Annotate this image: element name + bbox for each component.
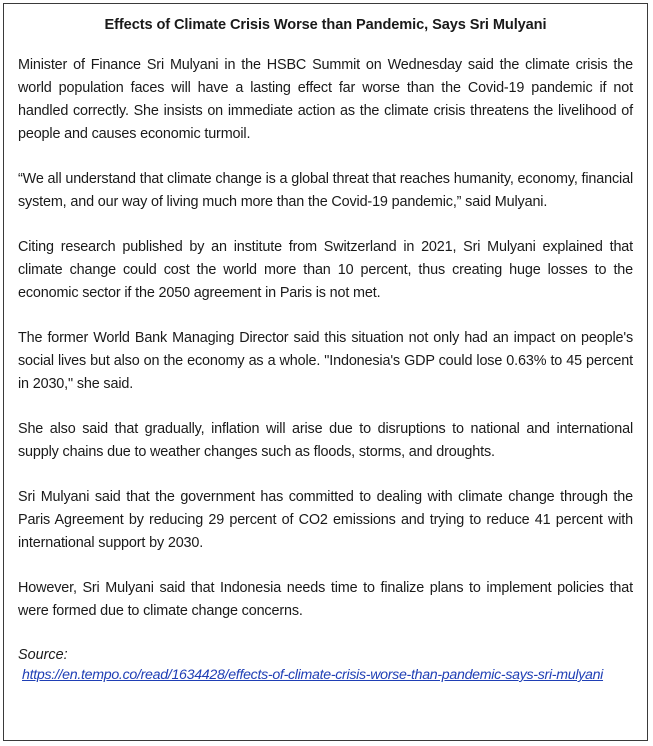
article-box — [3, 3, 648, 741]
source-link[interactable]: https://en.tempo.co/read/1634428/effects-of-climate-crisis-worse-than-pandemic-says-sri-mulyani — [22, 667, 604, 683]
source-block — [18, 645, 633, 685]
paragraph-2: “We all understand that climate change is a global threat that reaches humanity, economy, financial system, and our way of living much more than the Covid-19 pandemic,” said Mulyani. — [18, 171, 633, 210]
paragraph-6: Sri Mulyani said that the government has committed to dealing with climate change through the Paris Agreement by reducing 29 percent of CO2 emissions and trying to reduce 41 percent with international support by 2030. — [18, 489, 633, 551]
paragraph-5: She also said that gradually, inflation will arise due to disruptions to national and international supply chains due to weather changes such as floods, storms, and droughts. — [18, 421, 633, 460]
article-title: Effects of Climate Crisis Worse than Pandemic, Says Sri Mulyani — [104, 17, 547, 33]
paragraph-3: Citing research published by an institute from Switzerland in 2021, Sri Mulyani explained that climate change could cost the world more than 10 percent, thus creating huge losses to the economic sector if the 2050 agreement in Paris is not met. — [18, 239, 633, 301]
paragraph-1: Minister of Finance Sri Mulyani in the HSBC Summit on Wednesday said the climate crisis the world population faces will have a lasting effect far worse than the Covid-19 pandemic if not handled correctly. She insists on immediate action as the climate crisis threatens the livelihood of people and causes economic turmoil. — [18, 57, 633, 142]
source-label: Source: — [18, 647, 68, 663]
paragraph-7: However, Sri Mulyani said that Indonesia needs time to finalize plans to implement policies that were formed due to climate change concerns. — [18, 580, 633, 619]
paragraph-4: The former World Bank Managing Director said this situation not only had an impact on people's social lives but also on the economy as a whole. "Indonesia's GDP could lose 0.63% to 45 percent in 2030," she said. — [18, 330, 633, 392]
